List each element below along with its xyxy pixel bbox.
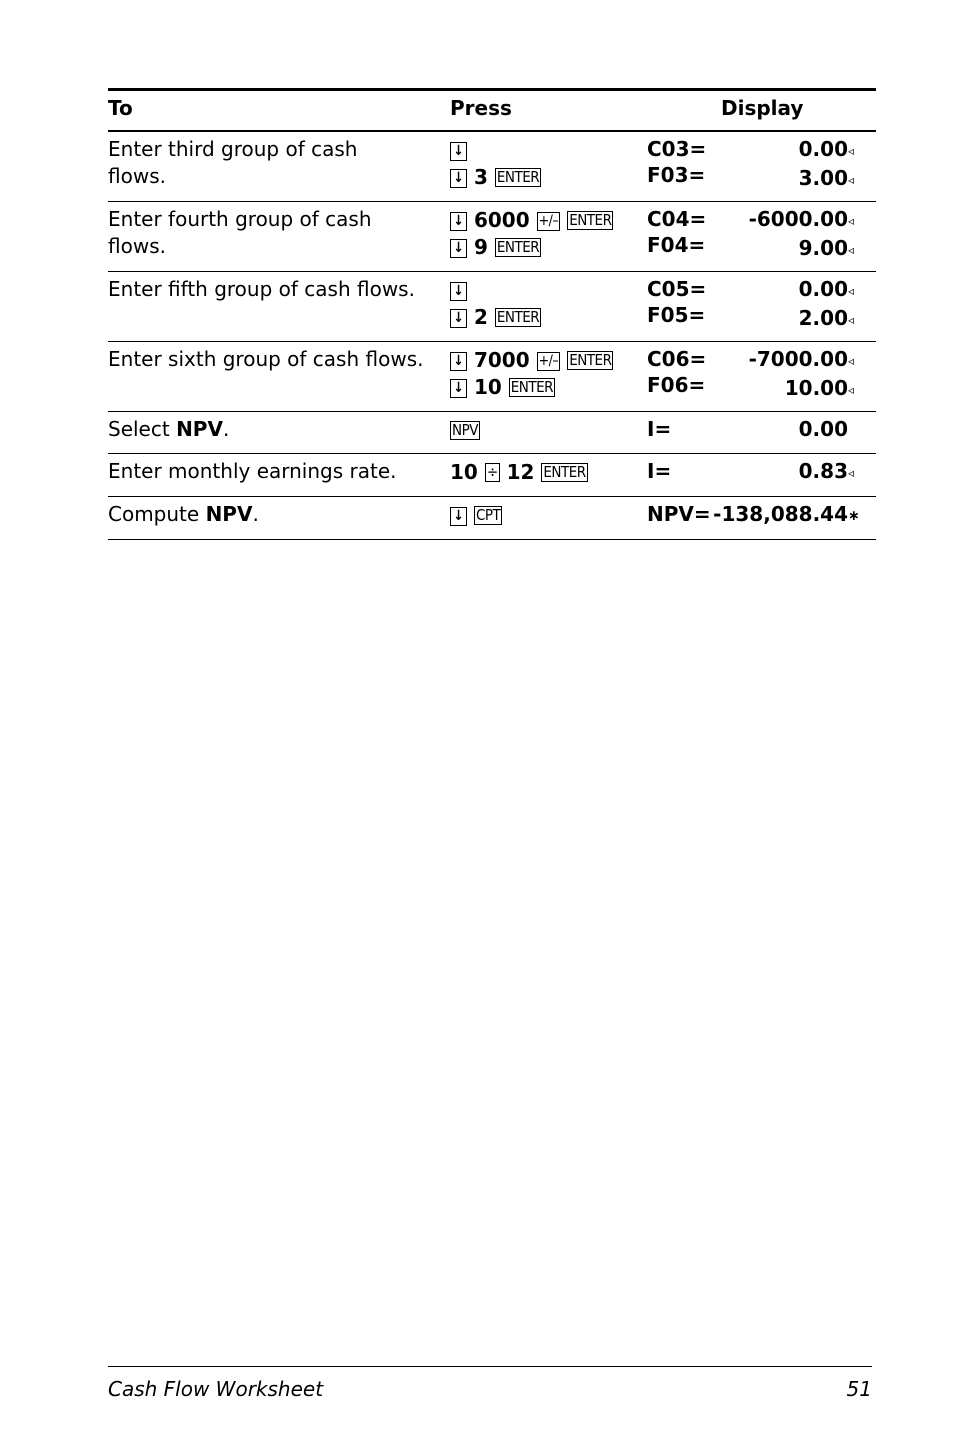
keystroke-line bbox=[450, 234, 613, 261]
keystroke-line bbox=[450, 277, 541, 304]
entered-indicator-icon: ◃ bbox=[848, 313, 855, 327]
display-value-line bbox=[799, 136, 860, 165]
keystroke-line bbox=[450, 207, 613, 234]
typed-number: 6000 bbox=[473, 208, 530, 232]
table-row bbox=[108, 272, 876, 342]
step-description bbox=[108, 346, 443, 373]
display-values bbox=[749, 206, 860, 264]
display-label: NPV= bbox=[647, 502, 711, 526]
display-value: -7000.00 bbox=[748, 347, 848, 371]
plus-minus-key: +/– bbox=[538, 213, 559, 229]
display-values bbox=[799, 458, 860, 487]
step-text-line: flows. bbox=[108, 234, 166, 258]
table-row bbox=[108, 412, 876, 454]
enter-key: ENTER bbox=[496, 168, 540, 186]
plus-minus-key: +/– bbox=[538, 353, 559, 369]
display-value: 9.00 bbox=[798, 236, 848, 260]
keystroke-line bbox=[450, 459, 588, 486]
keystroke-sequence bbox=[450, 137, 541, 191]
display-value: 0.00 bbox=[798, 137, 848, 161]
header-to: To bbox=[108, 96, 133, 120]
display-values bbox=[749, 346, 860, 404]
down-arrow-key-icon: ↓ bbox=[450, 212, 467, 231]
display-value-line bbox=[713, 501, 860, 530]
step-text-suffix: . bbox=[222, 417, 230, 441]
keystroke-line bbox=[450, 502, 502, 529]
display-value-line bbox=[799, 165, 860, 194]
down-arrow-key-icon: ↓ bbox=[450, 282, 467, 301]
enter-key: ENTER bbox=[496, 238, 540, 256]
enter-key: ENTER bbox=[569, 351, 612, 369]
keystroke-sequence bbox=[450, 347, 613, 401]
typed-number: 2 bbox=[473, 305, 488, 329]
step-description bbox=[108, 276, 443, 303]
display-labels bbox=[647, 346, 706, 398]
typed-number: 10 bbox=[450, 460, 478, 484]
enter-key: ENTER bbox=[510, 378, 554, 396]
down-arrow-key-icon: ↓ bbox=[450, 507, 467, 526]
typed-number: 9 bbox=[473, 235, 488, 259]
enter-key: ENTER bbox=[543, 463, 586, 481]
keystroke-sequence bbox=[450, 207, 613, 261]
display-value-line bbox=[749, 346, 860, 375]
footer-rule bbox=[108, 1366, 872, 1367]
header-display: Display bbox=[721, 96, 804, 120]
display-label: I= bbox=[647, 459, 672, 483]
keystroke-sequence bbox=[450, 277, 541, 331]
entered-indicator-icon: ◃ bbox=[848, 466, 855, 480]
keystroke-sequence bbox=[450, 459, 588, 486]
display-labels bbox=[647, 416, 671, 442]
entered-indicator-icon: ◃ bbox=[848, 354, 855, 368]
display-values bbox=[799, 416, 860, 443]
typed-number: 7000 bbox=[473, 348, 530, 372]
display-labels bbox=[647, 501, 711, 527]
keystroke-sequence bbox=[450, 417, 480, 444]
display-value-line bbox=[799, 458, 860, 487]
table-header bbox=[108, 88, 876, 132]
keystroke-line bbox=[450, 137, 541, 164]
cpt-key: CPT bbox=[475, 506, 501, 524]
display-values bbox=[799, 136, 860, 194]
down-arrow-key-icon: ↓ bbox=[450, 379, 467, 398]
table-body bbox=[108, 132, 876, 540]
display-value: 0.00 bbox=[798, 277, 848, 301]
display-labels bbox=[647, 458, 671, 484]
table-row bbox=[108, 202, 876, 272]
step-text-line: Enter third group of cash bbox=[108, 137, 358, 161]
display-labels bbox=[647, 276, 706, 328]
entered-indicator-icon: ◃ bbox=[848, 284, 855, 298]
down-arrow-key-icon: ↓ bbox=[450, 239, 467, 258]
display-label: I= bbox=[647, 417, 672, 441]
keystroke-sequence bbox=[450, 502, 502, 529]
step-description bbox=[108, 136, 443, 190]
display-values bbox=[799, 276, 860, 334]
table-row bbox=[108, 497, 876, 540]
display-value-line bbox=[799, 416, 860, 443]
down-arrow-key-icon: ↓ bbox=[450, 142, 467, 161]
enter-key: ENTER bbox=[569, 211, 612, 229]
display-labels bbox=[647, 206, 706, 258]
display-values bbox=[713, 501, 860, 530]
step-description bbox=[108, 458, 443, 485]
keystroke-line bbox=[450, 347, 613, 374]
step-text-line: Enter sixth group of cash flows. bbox=[108, 347, 424, 371]
display-value: 0.83 bbox=[798, 459, 848, 483]
footer-section-title: Cash Flow Worksheet bbox=[108, 1377, 324, 1401]
keystroke-line bbox=[450, 304, 541, 331]
typed-number: 12 bbox=[506, 460, 535, 484]
step-text: Compute bbox=[108, 502, 206, 526]
typed-number: 10 bbox=[473, 375, 502, 399]
display-value: 3.00 bbox=[798, 166, 848, 190]
display-value-line bbox=[799, 276, 860, 305]
step-text-line: Enter monthly earnings rate. bbox=[108, 459, 397, 483]
divide-key: ÷ bbox=[486, 463, 498, 481]
display-value-line bbox=[749, 235, 860, 264]
display-label: C06= bbox=[647, 347, 707, 371]
npv-key: NPV bbox=[452, 421, 478, 439]
display-value: -138,088.44 bbox=[713, 502, 848, 526]
table-row bbox=[108, 342, 876, 412]
computed-indicator-icon: ∗ bbox=[848, 508, 860, 524]
cash-flow-table bbox=[108, 88, 876, 540]
entered-indicator-icon: ◃ bbox=[848, 214, 855, 228]
step-text-line: flows. bbox=[108, 164, 166, 188]
display-label: F04= bbox=[647, 233, 706, 257]
down-arrow-key-icon: ↓ bbox=[450, 352, 467, 371]
step-text: Select bbox=[108, 417, 177, 441]
step-description bbox=[108, 501, 443, 528]
display-value: 2.00 bbox=[798, 306, 848, 330]
display-label: C03= bbox=[647, 137, 707, 161]
header-press: Press bbox=[450, 96, 512, 120]
display-label: F05= bbox=[647, 303, 706, 327]
step-text-suffix: . bbox=[252, 502, 259, 526]
typed-number: 3 bbox=[473, 165, 488, 189]
display-value: 0.00 bbox=[798, 417, 848, 441]
keystroke-line bbox=[450, 417, 480, 444]
table-row bbox=[108, 454, 876, 497]
entered-indicator-icon: ◃ bbox=[848, 383, 855, 397]
page-number: 51 bbox=[846, 1377, 872, 1401]
entered-indicator-icon: ◃ bbox=[848, 173, 855, 187]
down-arrow-key-icon: ↓ bbox=[450, 169, 467, 188]
display-value: -6000.00 bbox=[748, 207, 848, 231]
display-label: F03= bbox=[647, 163, 706, 187]
display-value-line bbox=[749, 206, 860, 235]
enter-key: ENTER bbox=[496, 308, 540, 326]
display-labels bbox=[647, 136, 706, 188]
step-description bbox=[108, 416, 443, 443]
display-label: F06= bbox=[647, 373, 706, 397]
step-keyword: NPV bbox=[176, 417, 223, 441]
display-value-line bbox=[749, 375, 860, 404]
down-arrow-key-icon: ↓ bbox=[450, 309, 467, 328]
display-label: C05= bbox=[647, 277, 707, 301]
keystroke-line bbox=[450, 374, 613, 401]
table-row bbox=[108, 132, 876, 202]
entered-indicator-icon: ◃ bbox=[848, 144, 855, 158]
display-value-line bbox=[799, 305, 860, 334]
keystroke-line bbox=[450, 164, 541, 191]
display-label: C04= bbox=[647, 207, 707, 231]
step-description bbox=[108, 206, 443, 260]
step-text-line: Enter fifth group of cash flows. bbox=[108, 277, 415, 301]
step-keyword: NPV bbox=[205, 502, 253, 526]
display-value: 10.00 bbox=[784, 376, 848, 400]
step-text-line: Enter fourth group of cash bbox=[108, 207, 372, 231]
entered-indicator-icon: ◃ bbox=[848, 243, 855, 257]
